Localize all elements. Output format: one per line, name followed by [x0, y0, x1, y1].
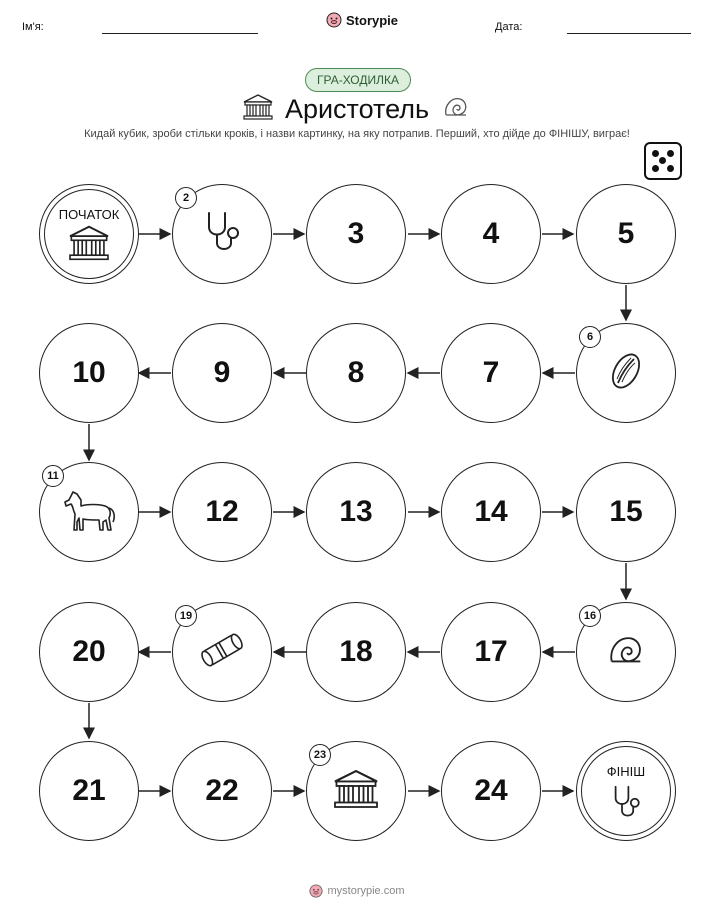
- board-cell-18[interactable]: [306, 602, 406, 702]
- name-label: Ім'я:: [22, 21, 44, 33]
- cell-number: 8: [347, 356, 365, 389]
- cell-number: 14: [474, 495, 508, 528]
- cell-number: 11: [42, 465, 64, 487]
- greek-temple-icon: [67, 224, 111, 267]
- cell-number: 24: [474, 774, 508, 807]
- horse-icon: [61, 486, 117, 539]
- board-cell-24[interactable]: [441, 741, 541, 841]
- game-type-badge: ГРА-ХОДИЛКА: [305, 68, 411, 92]
- cell-number: 12: [205, 495, 239, 528]
- brand-name: Storypie: [346, 12, 399, 28]
- board-cell-11[interactable]: [39, 462, 139, 562]
- board-cell-17[interactable]: [441, 602, 541, 702]
- instructions: Кидай кубик, зроби стільки кроків, і назви картинку, на яку потрапив. Перший, хто дійде до ФІНІШУ, виграє!: [84, 128, 630, 140]
- board-cell-20[interactable]: [39, 602, 139, 702]
- board-cell-start[interactable]: [39, 184, 139, 284]
- cell-number: 21: [72, 774, 106, 807]
- cell-number: 4: [482, 217, 500, 250]
- board-cell-21[interactable]: [39, 741, 139, 841]
- cell-number: 22: [205, 774, 239, 807]
- cell-number: 19: [175, 605, 197, 627]
- pig-mascot-icon: [309, 884, 323, 898]
- board-cell-2[interactable]: [172, 184, 272, 284]
- board-cell-8[interactable]: [306, 323, 406, 423]
- page-title: Аристотель: [284, 94, 430, 124]
- board-cell-15[interactable]: [576, 462, 676, 562]
- cell-number: 6: [579, 326, 601, 348]
- board-cell-6[interactable]: [576, 323, 676, 423]
- cell-number: 7: [482, 356, 500, 389]
- greek-temple-icon: [332, 768, 380, 815]
- board-cell-9[interactable]: [172, 323, 272, 423]
- scroll-icon: [197, 630, 247, 675]
- cell-number: 16: [579, 605, 601, 627]
- seed-icon: [604, 349, 648, 398]
- board-cell-22[interactable]: [172, 741, 272, 841]
- date-label: Дата:: [495, 21, 523, 33]
- start-label: ПОЧАТОК: [58, 207, 120, 222]
- board-cell-finish[interactable]: [576, 741, 676, 841]
- cell-number: 13: [339, 495, 373, 528]
- board-cell-5[interactable]: [576, 184, 676, 284]
- cell-number: 18: [339, 635, 373, 668]
- footer: [0, 884, 714, 898]
- cell-number: 20: [72, 635, 106, 668]
- snail-shell-icon: [602, 630, 650, 675]
- footer-url[interactable]: mystorypie.com: [327, 885, 405, 897]
- board-cell-7[interactable]: [441, 323, 541, 423]
- cell-number: 5: [617, 217, 635, 250]
- board-cell-12[interactable]: [172, 462, 272, 562]
- board-cell-19[interactable]: [172, 602, 272, 702]
- cell-number: 23: [309, 744, 331, 766]
- board-cell-13[interactable]: [306, 462, 406, 562]
- cell-number: 3: [347, 217, 365, 250]
- cell-number: 15: [609, 495, 643, 528]
- board-cell-16[interactable]: [576, 602, 676, 702]
- cell-number: 2: [175, 187, 197, 209]
- board-cell-4[interactable]: [441, 184, 541, 284]
- board-cell-14[interactable]: [441, 462, 541, 562]
- board-cell-10[interactable]: [39, 323, 139, 423]
- board-cell-23[interactable]: [306, 741, 406, 841]
- board-cell-3[interactable]: [306, 184, 406, 284]
- cell-number: 9: [213, 356, 231, 389]
- cell-number: 10: [72, 356, 106, 389]
- finish-label: ФІНІШ: [606, 764, 646, 779]
- cell-number: 17: [474, 635, 508, 668]
- stethoscope-icon: [197, 207, 247, 262]
- stethoscope-icon: [606, 782, 646, 827]
